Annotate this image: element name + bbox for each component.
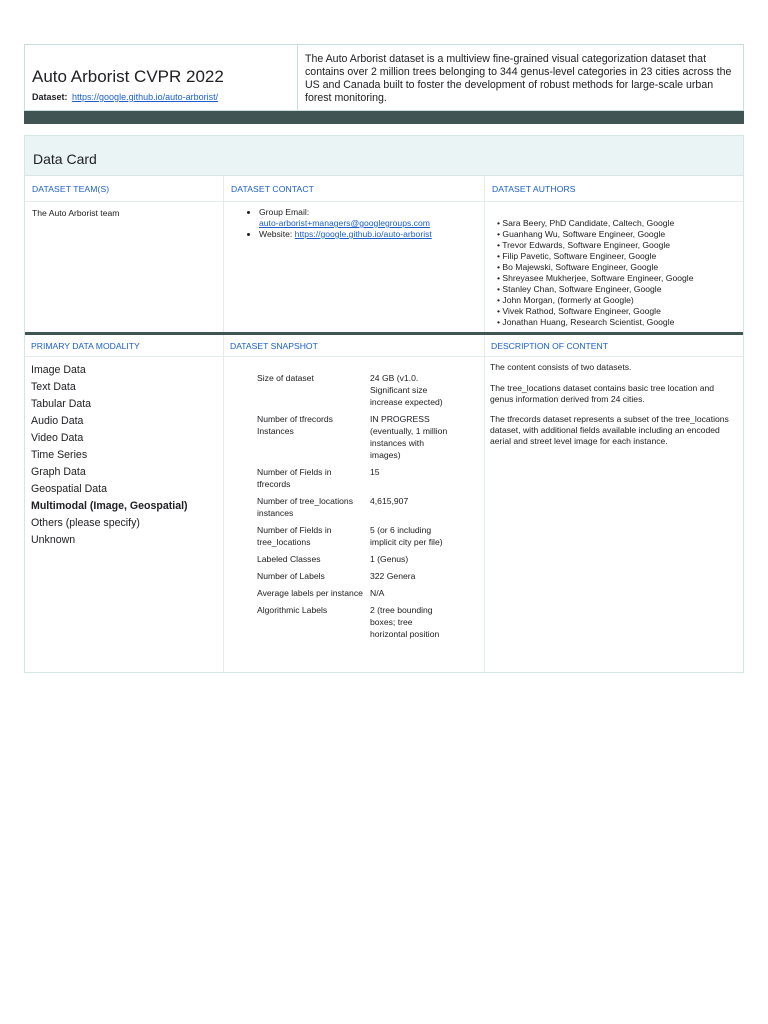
document-header (24, 44, 744, 111)
contact-website-item (259, 229, 484, 240)
modality-item: Text Data (31, 381, 76, 393)
contact-email-item (259, 207, 484, 229)
snapshot-row (257, 466, 484, 490)
author-item: • Stanley Chan, Software Engineer, Google (497, 284, 743, 295)
author-item: • Shreyasee Mukherjee, Software Engineer, Google (497, 273, 743, 284)
snapshot-row (257, 570, 484, 582)
modality-item: Time Series (31, 449, 88, 461)
team-header: DATASET TEAM(S) (25, 176, 224, 202)
author-item: • Sara Beery, PhD Candidate, Caltech, Google (497, 218, 743, 229)
snapshot-row (257, 587, 484, 599)
dataset-link[interactable]: https://google.github.io/auto-arborist/ (72, 92, 219, 102)
snapshot-row (257, 372, 484, 408)
dataset-summary: The Auto Arborist dataset is a multiview fine-grained visual categorization dataset that contains over 2 million trees belonging to 344 genus-level categories in 23 cities across the US and Canada built to foster the development of robust methods for large-scale urban forest monitoring. (305, 53, 732, 104)
snapshot-value: IN PROGRESS (eventually, 1 million instances with images) (370, 414, 448, 460)
section-header-row (25, 176, 743, 202)
dataset-label: Dataset: (32, 92, 68, 102)
modality-item-selected: Multimodal (Image, Geospatial) (31, 500, 188, 512)
snapshot-row (257, 413, 484, 461)
header-divider-bar (24, 111, 744, 124)
modality-item: Graph Data (31, 466, 86, 478)
website-label: Website: (259, 229, 293, 239)
section-body-row (25, 202, 743, 332)
snapshot-row (257, 604, 484, 640)
author-item: • Guanhang Wu, Software Engineer, Google (497, 229, 743, 240)
modality-list (25, 357, 224, 672)
dataset-line (32, 92, 297, 102)
snapshot-value: 2 (tree bounding boxes; tree horizontal position (370, 605, 440, 639)
author-item: • John Morgan, (formerly at Google) (497, 295, 743, 306)
snapshot-value: 322 Genera (370, 571, 416, 581)
author-item: • Trevor Edwards, Software Engineer, Google (497, 240, 743, 251)
modality-header: PRIMARY DATA MODALITY (25, 335, 224, 357)
data-card-title: Data Card (25, 136, 743, 176)
snapshot-label: Labeled Classes (257, 554, 321, 564)
modality-item: Geospatial Data (31, 483, 107, 495)
header-title-block (25, 45, 298, 110)
page-title: Auto Arborist CVPR 2022 (32, 67, 224, 86)
contact-list (224, 202, 485, 332)
snapshot-value: 4,615,907 (370, 496, 409, 506)
description-paragraph: The tfrecords dataset represents a subset of the tree_locations dataset, with additional fields available including an encoded aerial and street level image for each instance. (490, 414, 729, 446)
modality-item: Image Data (31, 364, 86, 376)
snapshot-table (224, 357, 485, 672)
modality-item: Tabular Data (31, 398, 92, 410)
description-paragraph: The tree_locations dataset contains basic tree location and genus information derived from 24 cities. (490, 382, 715, 404)
email-label: Group Email: (259, 207, 310, 217)
snapshot-label: Number of Fields in tree_locations (257, 525, 332, 547)
snapshot-label: Number of tfrecords Instances (257, 414, 333, 436)
modality-item: Unknown (31, 534, 76, 546)
description-content (485, 357, 743, 672)
description-paragraph: The content consists of two datasets. (490, 362, 632, 372)
contact-header: DATASET CONTACT (224, 176, 485, 202)
modality-item: Audio Data (31, 415, 84, 427)
snapshot-label: Average labels per instance (257, 588, 363, 598)
author-item: • Bo Majewski, Software Engineer, Google (497, 262, 743, 273)
author-item: • Jonathan Huang, Research Scientist, Google (497, 317, 743, 328)
authors-header: DATASET AUTHORS (485, 176, 743, 202)
section-header-row-2 (25, 335, 743, 357)
snapshot-label: Number of tree_locations instances (257, 496, 354, 518)
section-body-row-2 (25, 357, 743, 672)
modality-item: Video Data (31, 432, 84, 444)
snapshot-label: Number of Labels (257, 571, 325, 581)
snapshot-row (257, 524, 484, 548)
snapshot-header: DATASET SNAPSHOT (224, 335, 485, 357)
modality-item: Others (please specify) (31, 517, 140, 529)
snapshot-row (257, 495, 484, 519)
snapshot-row (257, 553, 484, 565)
author-item: • Vivek Rathod, Software Engineer, Google (497, 306, 743, 317)
team-value: The Auto Arborist team (25, 202, 224, 332)
snapshot-value: N/A (370, 588, 385, 598)
snapshot-value: 15 (370, 467, 380, 477)
snapshot-label: Algorithmic Labels (257, 605, 328, 615)
snapshot-label: Size of dataset (257, 373, 314, 383)
website-link[interactable]: https://google.github.io/auto-arborist (294, 229, 432, 239)
description-header: DESCRIPTION OF CONTENT (485, 335, 743, 357)
email-link[interactable]: auto-arborist+managers@googlegroups.com (259, 218, 430, 228)
data-card (24, 135, 744, 673)
snapshot-value: 24 GB (v1.0. Significant size increase expected) (370, 373, 443, 407)
snapshot-value: 1 (Genus) (370, 554, 409, 564)
authors-list (485, 202, 743, 332)
snapshot-label: Number of Fields in tfrecords (257, 467, 332, 489)
author-item: • Filip Pavetic, Software Engineer, Google (497, 251, 743, 262)
snapshot-value: 5 (or 6 including implicit city per file) (370, 525, 443, 547)
